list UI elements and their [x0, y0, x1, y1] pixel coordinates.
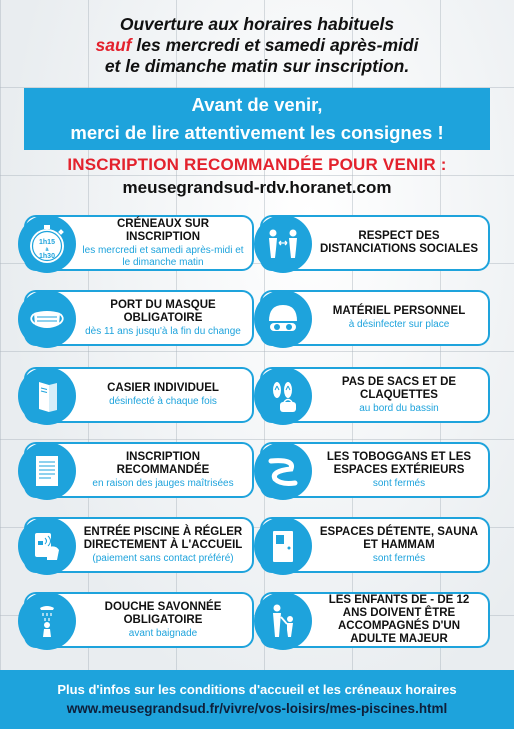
banner-line-2: merci de lire attentivement les consignes !	[70, 122, 444, 143]
card-desc: au bord du bassin	[359, 402, 439, 414]
registration-title: INSCRIPTION RECOMMANDÉE POUR VENIR :	[67, 155, 447, 174]
intro-line-2-rest: les mercredi et samedi après-midi	[131, 35, 419, 55]
locker-icon	[18, 367, 76, 425]
card-title: INSCRIPTION RECOMMANDÉE	[116, 450, 210, 476]
card-title: LES TOBOGGANS ET LES ESPACES EXTÉRIEURS	[326, 450, 472, 476]
card-desc: dès 11 ans jusqu'à la fin du change	[85, 325, 241, 337]
card-text	[316, 217, 482, 269]
card-locker	[24, 367, 254, 423]
opening-hours-notice	[0, 14, 514, 77]
card-payment	[24, 517, 254, 573]
water-slide-icon	[254, 442, 312, 500]
card-desc: en raison des jauges maîtrisées	[92, 477, 234, 489]
card-text	[80, 444, 246, 496]
card-desc: désinfecté à chaque fois	[109, 396, 217, 407]
card-title: MATÉRIEL PERSONNEL	[332, 305, 466, 317]
card-title: CRÉNEAUX SUR INSCRIPTION	[116, 217, 209, 243]
stopwatch-label-bottom: 1h30	[39, 253, 55, 260]
face-mask-icon	[18, 290, 76, 348]
adult-child-icon	[254, 592, 312, 650]
card-title: RESPECT DES DISTANCIATIONS SOCIALES	[319, 230, 479, 255]
card-title: CASIER INDIVIDUEL	[107, 382, 219, 394]
intro-line-2	[0, 35, 514, 56]
card-booking-slots	[24, 215, 254, 271]
card-title: ESPACES DÉTENTE, SAUNA ET HAMMAM	[319, 525, 479, 551]
card-desc: (paiement sans contact préféré)	[92, 552, 234, 564]
stopwatch-icon	[18, 215, 76, 273]
card-title: LES ENFANTS DE - DE 12 ANS DOIVENT ÊTRE ACCOMPAGNÉS D'UN ADULTE MAJEUR	[328, 594, 470, 645]
card-registration	[24, 442, 254, 498]
swim-cap-goggles-icon	[254, 290, 312, 348]
footer-info-text: Plus d'infos sur les conditions d'accueil et les créneaux horaires	[57, 682, 457, 697]
card-title: DOUCHE SAVONNÉE OBLIGATOIRE	[104, 600, 222, 626]
card-wellness-closed	[260, 517, 490, 573]
card-children-accompanied	[260, 592, 490, 648]
card-desc: à désinfecter sur place	[348, 319, 450, 330]
sauna-door-icon	[254, 517, 312, 575]
card-personal-equipment	[260, 290, 490, 346]
document-icon	[18, 442, 76, 500]
registration-url[interactable]: meusegrandsud-rdv.horanet.com	[122, 178, 392, 197]
card-desc: avant baignade	[128, 627, 198, 639]
stopwatch-label-mid: à	[45, 247, 49, 253]
stopwatch-label-top: 1h15	[39, 239, 55, 246]
card-text	[80, 369, 246, 421]
intro-line-1: Ouverture aux horaires habituels	[119, 14, 395, 34]
intro-line-3: et le dimanche matin sur inscription.	[104, 56, 410, 76]
intro-except-word: sauf	[95, 35, 132, 55]
card-shower	[24, 592, 254, 648]
instructions-banner	[24, 88, 490, 150]
card-text	[316, 594, 482, 646]
footer-banner	[0, 670, 514, 729]
card-text	[316, 369, 482, 421]
card-slides-closed	[260, 442, 490, 498]
card-text	[316, 292, 482, 344]
payment-card-icon	[18, 517, 76, 575]
card-title: ENTRÉE PISCINE À RÉGLER DIRECTEMENT À L'ACCUEIL	[83, 525, 243, 551]
card-text	[80, 519, 246, 571]
card-title: PORT DU MASQUE OBLIGATOIRE	[110, 298, 216, 324]
card-desc: sont fermés	[372, 552, 426, 564]
card-title: PAS DE SACS ET DE CLAQUETTES	[341, 375, 457, 401]
footer-url-link[interactable]: www.meusegrandsud.fr/vivre/vos-loisirs/mes-piscines.html	[66, 701, 448, 716]
card-text	[80, 292, 246, 344]
card-distancing	[260, 215, 490, 271]
card-no-bags	[260, 367, 490, 423]
card-text	[80, 594, 246, 646]
card-text	[316, 444, 482, 496]
card-desc: sont fermés	[372, 477, 426, 489]
banner-line-1: Avant de venir,	[191, 94, 323, 115]
card-text	[316, 519, 482, 571]
bag-flipflops-icon	[254, 367, 312, 425]
card-face-mask	[24, 290, 254, 346]
card-desc: les mercredi et samedi après-midi et le dimanche matin	[82, 244, 244, 268]
shower-icon	[18, 592, 76, 650]
card-text	[80, 217, 246, 269]
distancing-icon	[254, 215, 312, 273]
